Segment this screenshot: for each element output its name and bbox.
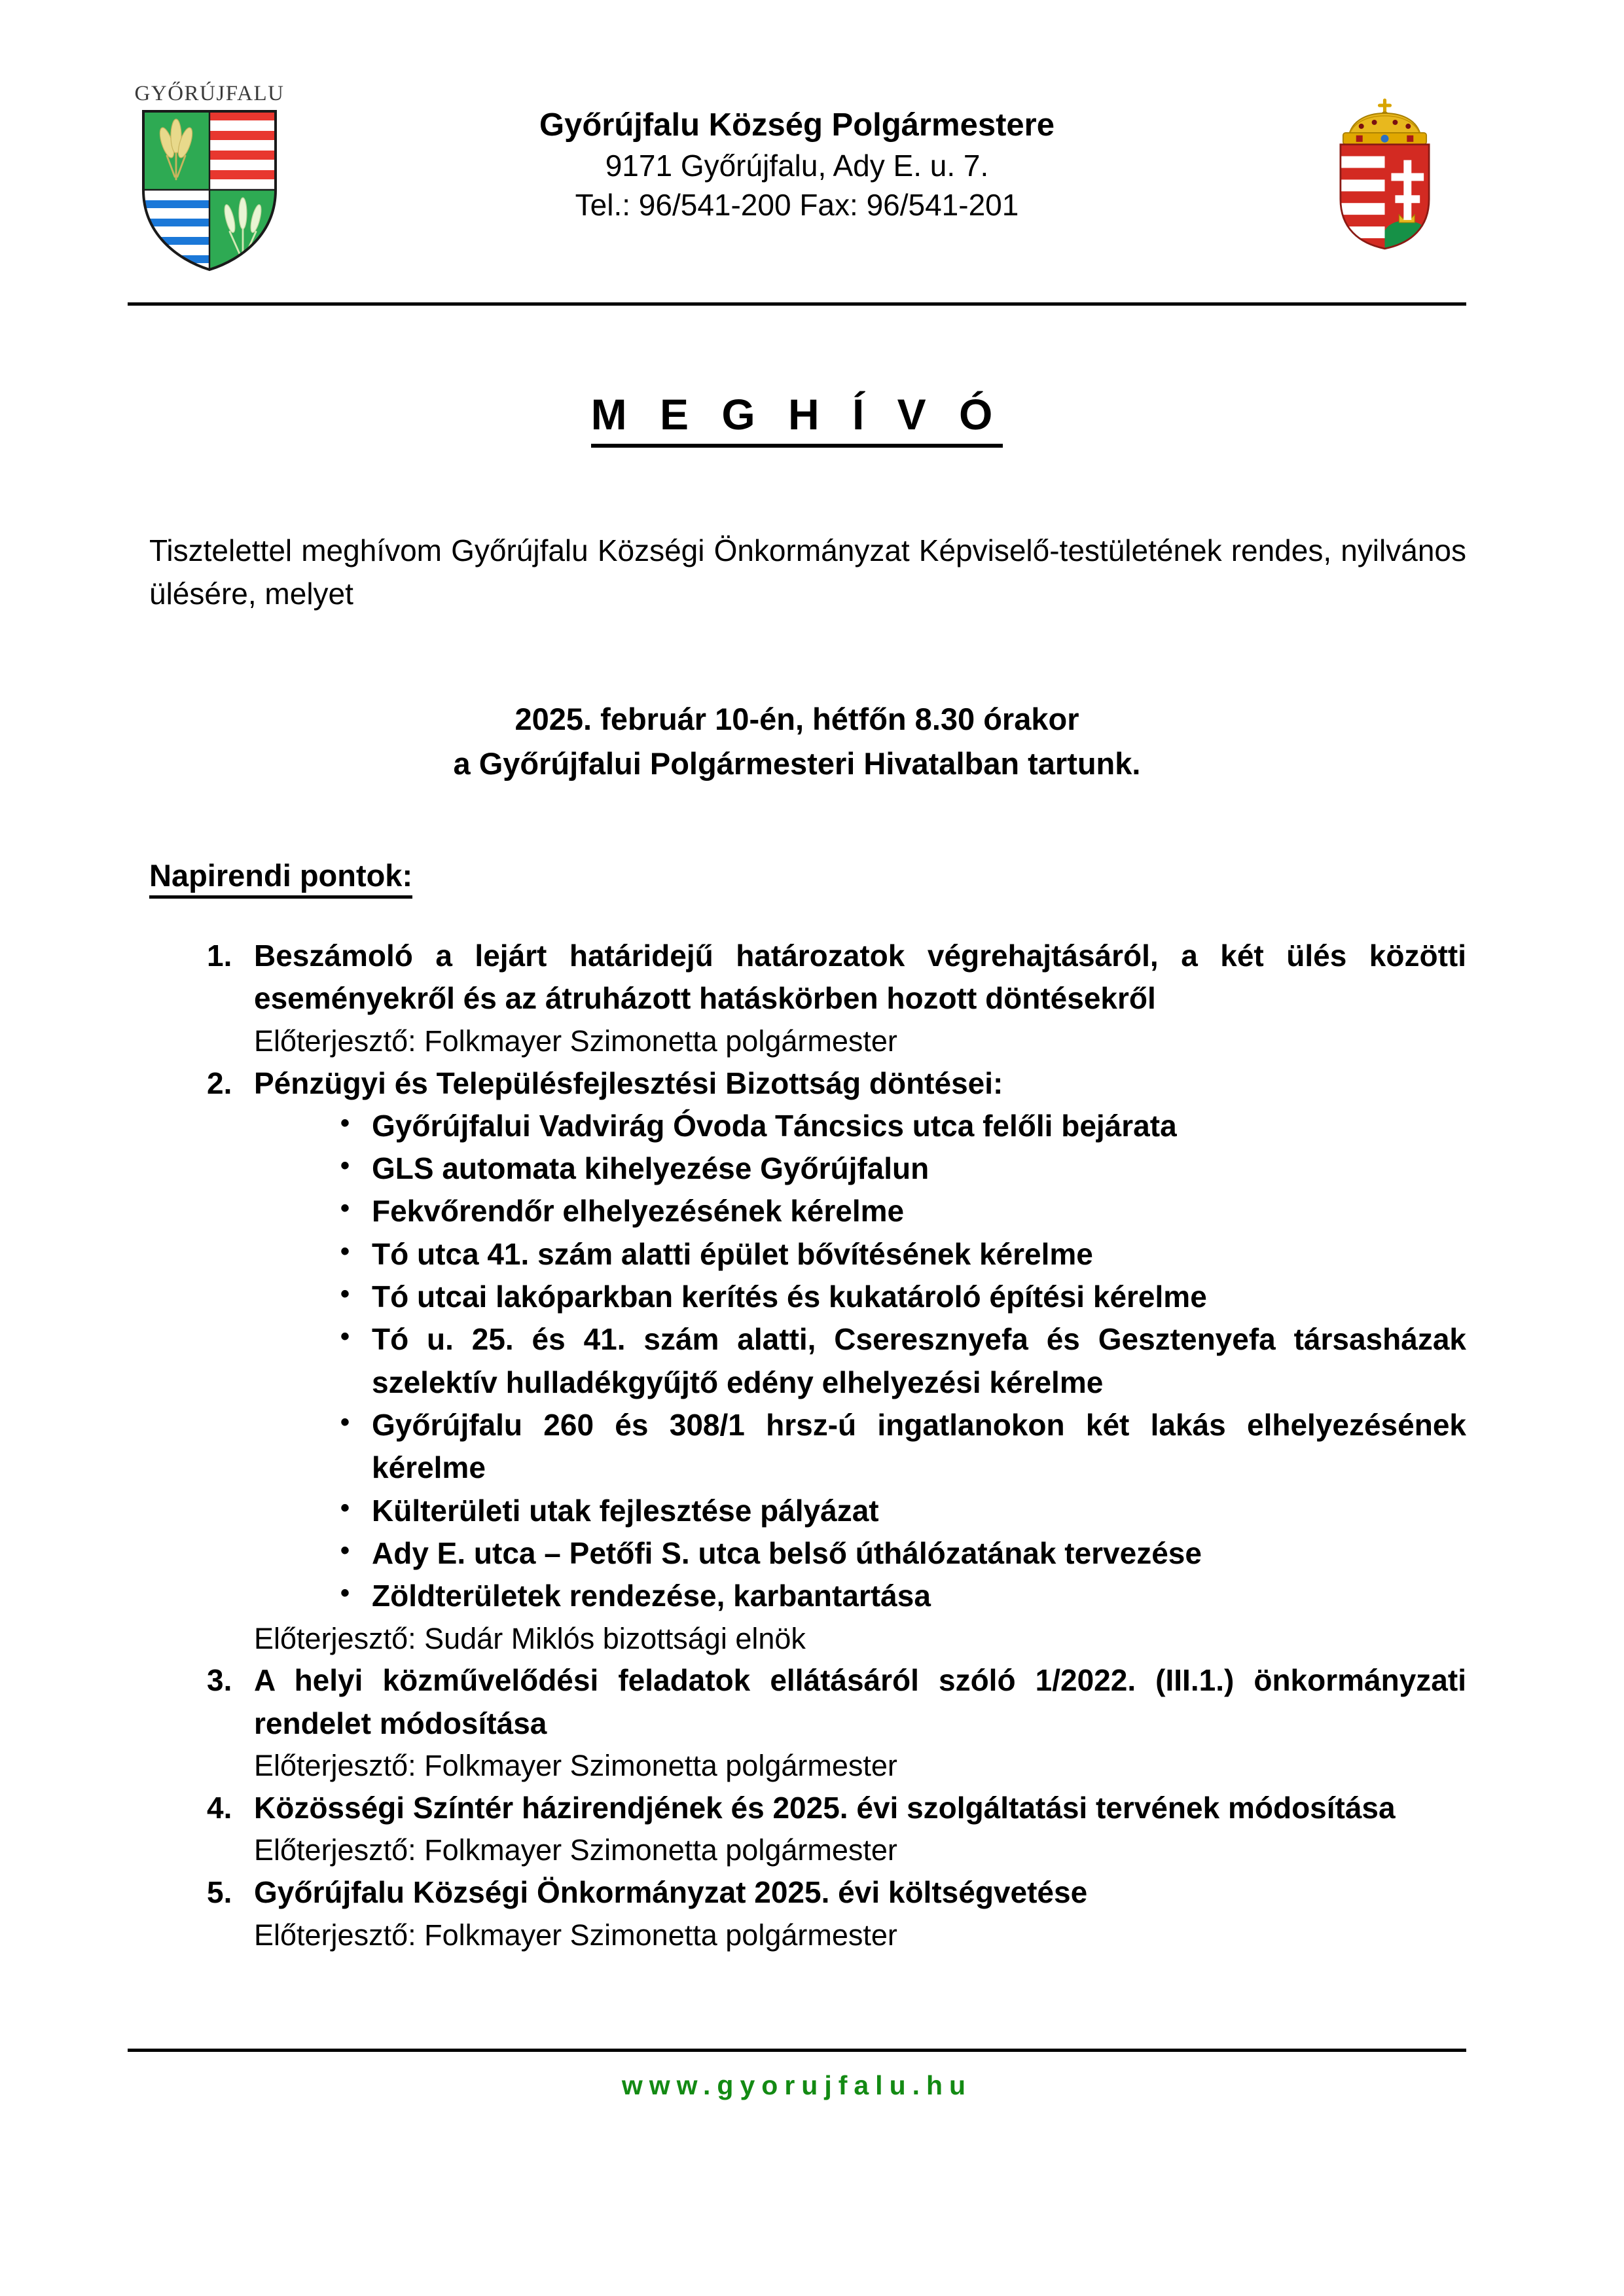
agenda-subitem: • Tó utcai lakóparkban kerítés és kukatároló építési kérelme: [340, 1276, 1466, 1318]
agenda-subitem-list: [149, 1105, 1466, 1618]
agenda-heading-text: Napirendi pontok:: [149, 858, 412, 899]
office-name: Győrújfalu Község Polgármestere: [539, 107, 1055, 143]
agenda-item: [149, 935, 1466, 1020]
office-identity-block: [291, 79, 1303, 225]
agenda-item-presenter: Előterjesztő: Folkmayer Szimonetta polgármester: [254, 1833, 897, 1867]
gyorujfalu-coat-of-arms-icon: [141, 109, 278, 276]
agenda-item-presenter: Előterjesztő: Folkmayer Szimonetta polgármester: [254, 1024, 897, 1058]
agenda-item-title: Győrújfalu Községi Önkormányzat 2025. évi költségvetése: [254, 1875, 1088, 1910]
agenda-item: [149, 1062, 1466, 1105]
agenda-item-number: 3.: [207, 1663, 232, 1698]
agenda-item-number: 2.: [207, 1066, 232, 1100]
agenda-subitem: • Győrújfalu 260 és 308/1 hrsz-ú ingatlanokon két lakás elhelyezésének kérelme: [340, 1404, 1466, 1490]
agenda-subitem: • Külterületi utak fejlesztése pályázat: [340, 1490, 1466, 1532]
village-crest-caption: GYŐRÚJFALU: [134, 82, 285, 105]
agenda-item: [149, 1659, 1466, 1745]
footer-divider: [128, 2049, 1466, 2052]
agenda-subitem: • Ady E. utca – Petőfi S. utca belső úthálózatának tervezése: [340, 1532, 1466, 1575]
page-title: [128, 389, 1466, 439]
meeting-datetime: 2025. február 10-én, hétfőn 8.30 órakor: [514, 702, 1079, 736]
agenda-subitem: • Fekvőrendőr elhelyezésének kérelme: [340, 1190, 1466, 1232]
agenda-list: [149, 935, 1466, 1956]
agenda-item-presenter: Előterjesztő: Folkmayer Szimonetta polgármester: [254, 1749, 897, 1783]
office-address: 9171 Győrújfalu, Ady E. u. 7.: [605, 148, 989, 183]
agenda-subitem: • Győrújfalui Vadvirág Óvoda Táncsics utca felőli bejárata: [340, 1105, 1466, 1147]
header-divider: [128, 302, 1466, 306]
hungary-coat-of-arms-icon: [1327, 92, 1442, 255]
agenda-item-title: Beszámoló a lejárt határidejű határozatok végrehajtásáról, a két ülés közötti eseményekről és az átruházott hatáskörben hozott döntésekről: [254, 939, 1466, 1016]
agenda-subitem: • GLS automata kihelyezése Győrújfalun: [340, 1147, 1466, 1190]
village-crest-block: [128, 79, 291, 276]
hungary-crest-block: [1303, 79, 1466, 255]
agenda-subitem: • Zöldterületek rendezése, karbantartása: [340, 1575, 1466, 1617]
agenda-subitem: • Tó u. 25. és 41. szám alatti, Cseresznyefa és Gesztenyefa társasházak szelektív hulladékgyűjtő edény elhelyezési kérelme: [340, 1318, 1466, 1404]
agenda-item-title: A helyi közművelődési feladatok ellátásáról szóló 1/2022. (III.1.) önkormányzati rendelet módosítása: [254, 1663, 1466, 1740]
agenda-item-number: 1.: [207, 939, 232, 973]
office-contact: Tel.: 96/541-200 Fax: 96/541-201: [575, 188, 1019, 223]
intro-paragraph: Tisztelettel meghívom Győrújfalu Községi Önkormányzat Képviselő-testületének rendes, nyilvános ülésére, melyet: [149, 533, 1466, 611]
agenda-item-number: 5.: [207, 1875, 232, 1910]
agenda-item-presenter: Előterjesztő: Sudár Miklós bizottsági elnök: [254, 1621, 806, 1655]
agenda-item-title: Közösségi Színtér házirendjének és 2025. évi szolgáltatási tervének módosítása: [254, 1790, 1396, 1825]
agenda-heading: [149, 857, 412, 893]
agenda-item: [149, 1871, 1466, 1914]
letterhead: [128, 79, 1466, 288]
meeting-datetime-block: [128, 697, 1466, 785]
website-url[interactable]: www.gyorujfalu.hu: [621, 2070, 973, 2100]
meeting-location: a Győrújfalui Polgármesteri Hivatalban tartunk.: [453, 745, 1141, 781]
agenda-item-number: 4.: [207, 1790, 232, 1825]
agenda-subitem: • Tó utca 41. szám alatti épület bővítésének kérelme: [340, 1233, 1466, 1276]
agenda-item-presenter: Előterjesztő: Folkmayer Szimonetta polgármester: [254, 1918, 897, 1952]
page-title-text: M E G H Í V Ó: [591, 390, 1003, 448]
agenda-item: [149, 1787, 1466, 1829]
agenda-item-title: Pénzügyi és Településfejlesztési Bizottság döntései:: [254, 1066, 1003, 1100]
